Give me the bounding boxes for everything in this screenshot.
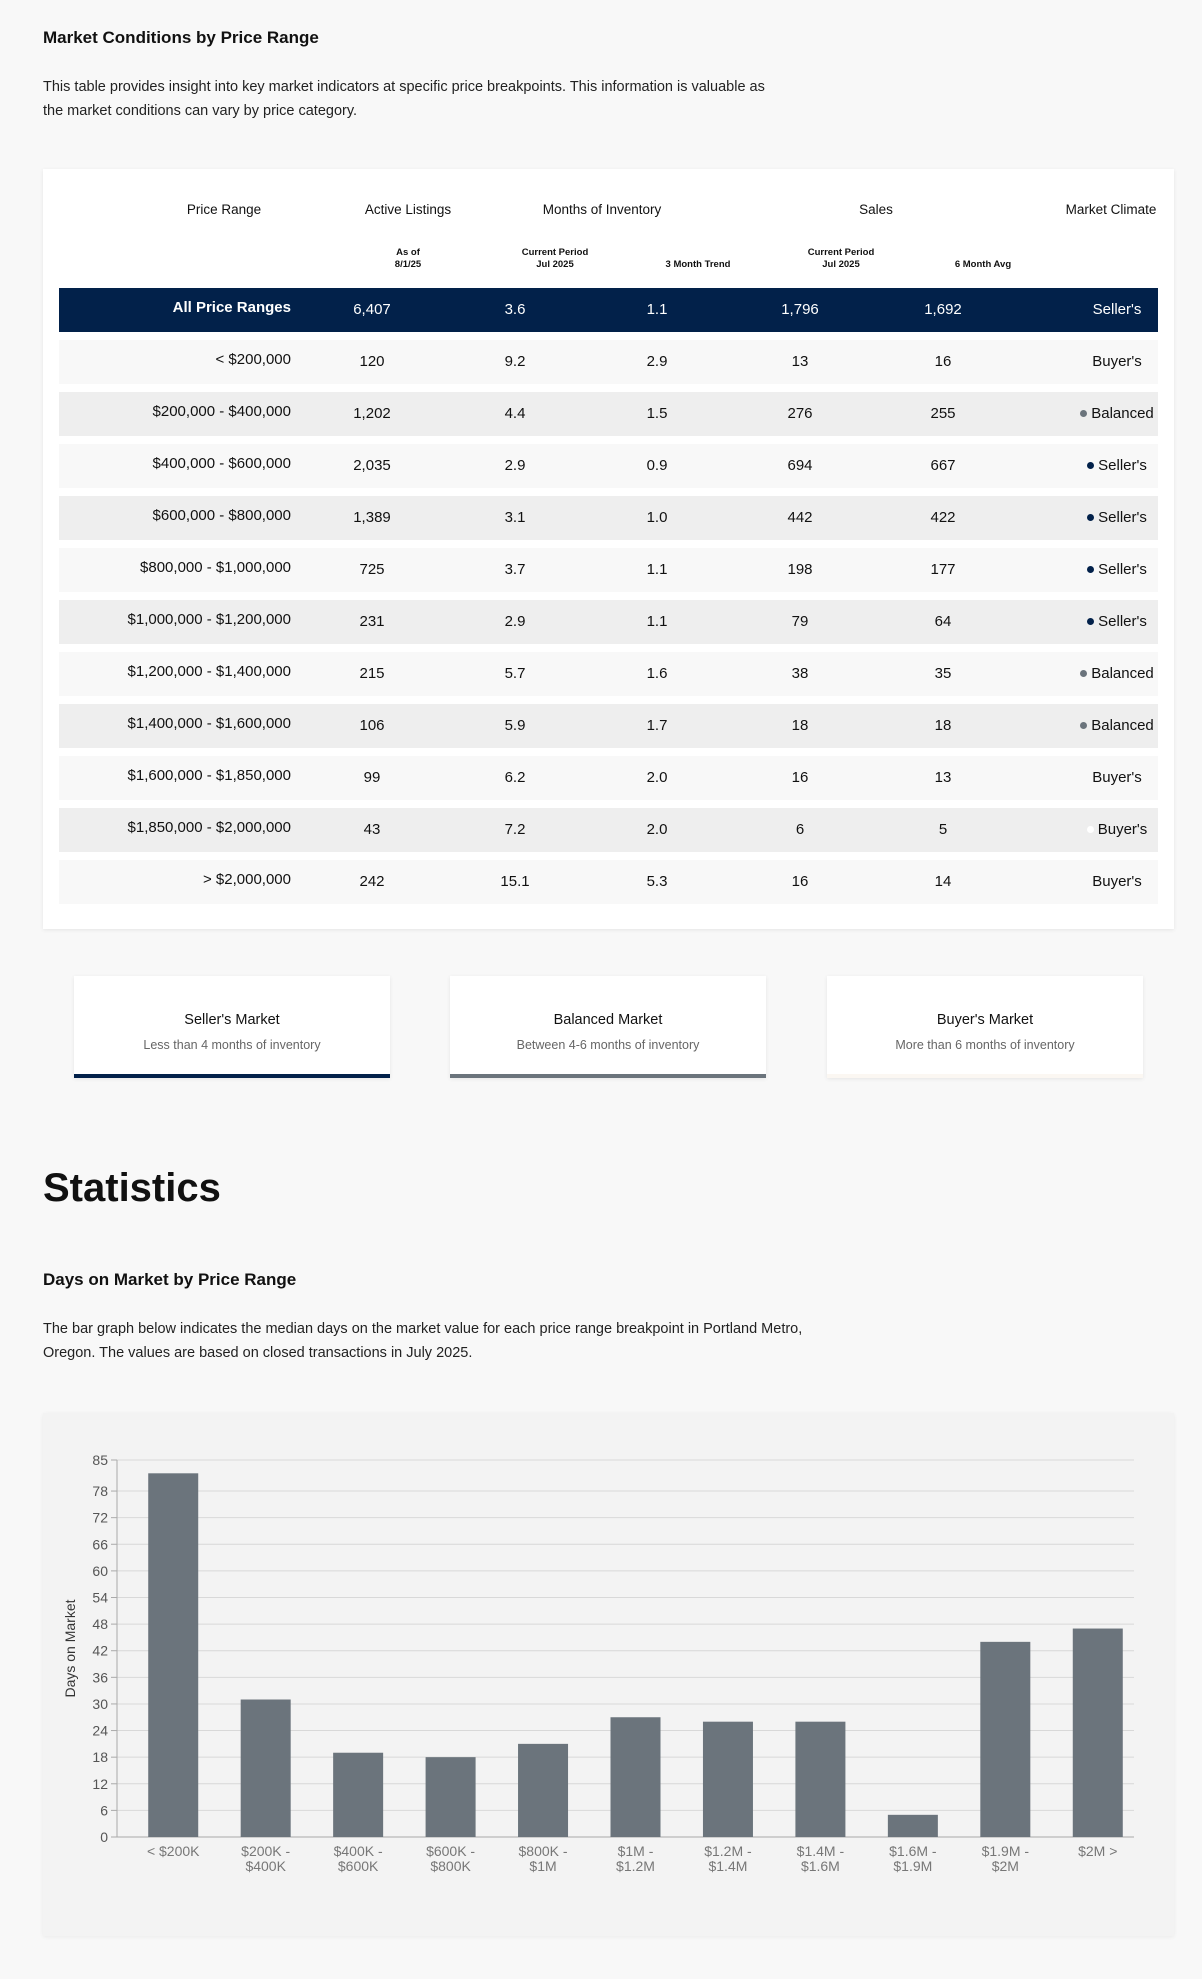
cell-trend: 1.0: [646, 509, 668, 526]
y-tick-label: 6: [100, 1802, 108, 1819]
y-tick-label: 36: [92, 1669, 108, 1686]
x-tick-label: $1.2M: [616, 1858, 655, 1874]
cell-price-range: $600,000 - $800,000: [152, 507, 291, 524]
cell-sales: 6: [795, 821, 805, 838]
x-tick-label: $2M: [991, 1858, 1019, 1874]
climate-label: Buyer's: [1092, 353, 1142, 370]
bar: [1073, 1629, 1123, 1837]
cell-inventory: 2.9: [504, 457, 526, 474]
cell-market-climate: [1037, 808, 1197, 852]
subheader-as-of: [323, 247, 493, 271]
climate-dot-icon: [1087, 618, 1094, 625]
climate-label: Seller's: [1098, 509, 1147, 526]
cell-sales: 16: [791, 873, 809, 890]
x-tick-label: $2M >: [1078, 1843, 1118, 1859]
cell-sales: 38: [791, 665, 809, 682]
cell-listings: 215: [359, 665, 385, 682]
table-row: [59, 392, 1158, 436]
x-tick-label: $1.9M -: [981, 1843, 1030, 1859]
climate-label: Balanced: [1091, 717, 1154, 734]
cell-sales: 79: [791, 613, 809, 630]
cell-listings: 6,407: [353, 301, 391, 318]
cell-inventory: 7.2: [504, 821, 526, 838]
x-tick-label: $800K: [430, 1858, 471, 1874]
header-months-inventory: Months of Inventory: [542, 202, 662, 217]
y-tick-label: 30: [92, 1695, 108, 1712]
x-tick-label: $1.4M -: [796, 1843, 845, 1859]
bar: [795, 1722, 845, 1837]
cell-inventory: 3.6: [504, 301, 526, 318]
cell-sales: 1,796: [781, 301, 819, 318]
dom-title: Days on Market by Price Range: [43, 1270, 297, 1289]
cell-sales: 694: [787, 457, 813, 474]
bar: [980, 1642, 1030, 1837]
cell-listings: 231: [359, 613, 385, 630]
x-tick-label: $1.2M -: [704, 1843, 752, 1859]
cell-market-climate: [1037, 860, 1197, 904]
cell-inventory: 4.4: [504, 405, 526, 422]
cell-market-climate: [1037, 548, 1197, 592]
cell-avg: 667: [930, 457, 956, 474]
market-conditions-description: This table provides insight into key market indicators at specific price breakpoints. This information is valuable as the market conditions can vary by price category.: [43, 79, 765, 119]
climate-label: Buyer's: [1092, 769, 1142, 786]
climate-label: Seller's: [1092, 301, 1142, 318]
legend-buyers-bar: [827, 1074, 1143, 1078]
table-row: [59, 756, 1158, 800]
x-tick-label: $1.6M -: [889, 1843, 937, 1859]
cell-trend: 5.3: [646, 873, 668, 890]
cell-price-range: $1,600,000 - $1,850,000: [127, 767, 291, 784]
climate-label: Seller's: [1098, 613, 1147, 630]
legend-balanced-bar: [450, 1074, 766, 1078]
header-market-climate: Market Climate: [1065, 202, 1157, 217]
statistics-title: Statistics: [43, 1166, 221, 1210]
x-tick-label: $1.6M: [800, 1858, 840, 1874]
climate-dot-icon: [1080, 410, 1087, 417]
cell-inventory: 5.9: [504, 717, 526, 734]
y-tick-label: 42: [92, 1642, 108, 1659]
climate-dot-icon: [1080, 722, 1087, 729]
bar: [426, 1757, 476, 1837]
climate-dot-icon: [1087, 462, 1094, 469]
table-row: [59, 704, 1158, 748]
cell-listings: 725: [359, 561, 385, 578]
climate-label: Buyer's: [1097, 821, 1148, 838]
cell-market-climate: [1037, 340, 1197, 384]
cell-avg: 18: [934, 717, 952, 734]
subheader-current-period-line1: Current Period: [521, 247, 589, 258]
cell-listings: 120: [359, 353, 385, 370]
x-tick-label: $1M -: [617, 1843, 654, 1859]
cell-market-climate: [1037, 652, 1197, 696]
cell-trend: 2.0: [646, 821, 668, 838]
bar: [703, 1722, 753, 1837]
table-row: [59, 340, 1158, 384]
x-tick-label: $1M: [529, 1858, 557, 1874]
cell-trend: 2.0: [646, 769, 668, 786]
cell-avg: 13: [934, 769, 952, 786]
y-tick-label: 72: [92, 1509, 108, 1526]
subheader-sales-current-line2: Jul 2025: [822, 259, 860, 270]
cell-inventory: 3.7: [504, 561, 526, 578]
y-tick-label: 0: [100, 1829, 108, 1845]
cell-price-range: $1,850,000 - $2,000,000: [127, 819, 291, 836]
cell-trend: 1.1: [646, 301, 668, 318]
climate-dot-icon: [1087, 826, 1094, 833]
x-tick-label: $400K: [245, 1858, 286, 1874]
x-tick-label: $1.4M: [708, 1858, 748, 1874]
legend-balanced-subtitle: Between 4-6 months of inventory: [516, 1038, 700, 1052]
cell-market-climate: [1037, 444, 1197, 488]
cell-trend: 0.9: [646, 457, 668, 474]
cell-listings: 106: [359, 717, 385, 734]
cell-avg: 64: [934, 613, 952, 630]
climate-dot-icon: [1087, 566, 1094, 573]
climate-dot-icon: [1087, 514, 1094, 521]
cell-market-climate: [1037, 756, 1197, 800]
bar: [148, 1473, 198, 1837]
cell-inventory: 3.1: [504, 509, 526, 526]
bar: [888, 1815, 938, 1837]
cell-market-climate: [1037, 392, 1197, 436]
x-tick-label: $600K -: [426, 1843, 476, 1859]
cell-trend: 1.1: [646, 561, 668, 578]
cell-listings: 242: [359, 873, 385, 890]
y-tick-label: 66: [92, 1536, 108, 1553]
cell-avg: 5: [938, 821, 948, 838]
x-tick-label: $800K -: [518, 1843, 568, 1859]
legend-sellers-market: [74, 976, 390, 1078]
table-row: [59, 860, 1158, 904]
cell-trend: 1.1: [646, 613, 668, 630]
market-conditions-title: Market Conditions by Price Range: [43, 28, 319, 47]
market-conditions-table: [43, 169, 1174, 929]
cell-inventory: 6.2: [504, 769, 526, 786]
header-active-listings: Active Listings: [364, 202, 452, 217]
legend-sellers-subtitle: Less than 4 months of inventory: [143, 1038, 321, 1052]
y-axis-label: Days on Market: [62, 1599, 78, 1698]
cell-trend: 1.7: [646, 717, 668, 734]
header-sales: Sales: [859, 202, 893, 217]
x-tick-label: $400K -: [333, 1843, 383, 1859]
days-on-market-chart: [43, 1413, 1174, 1936]
cell-sales: 276: [787, 405, 813, 422]
cell-sales: 18: [791, 717, 809, 734]
cell-price-range: $400,000 - $600,000: [152, 455, 291, 472]
climate-label: Balanced: [1091, 665, 1154, 682]
y-tick-label: 78: [92, 1483, 108, 1500]
legend-buyers-title: Buyer's Market: [936, 1012, 1034, 1028]
subheader-as-of-line2: 8/1/25: [394, 259, 422, 270]
cell-avg: 177: [930, 561, 956, 578]
cell-price-range: $1,000,000 - $1,200,000: [127, 611, 291, 628]
cell-price-range: > $2,000,000: [202, 871, 291, 888]
table-row: [59, 652, 1158, 696]
table-row: [59, 496, 1158, 540]
cell-avg: 1,692: [924, 301, 962, 318]
cell-price-range: All Price Ranges: [172, 299, 291, 316]
cell-trend: 1.5: [646, 405, 668, 422]
climate-dot-icon: [1080, 670, 1087, 677]
cell-price-range: $1,200,000 - $1,400,000: [127, 663, 291, 680]
header-price-range: Price Range: [186, 202, 262, 217]
climate-label: Seller's: [1098, 457, 1147, 474]
cell-avg: 35: [934, 665, 952, 682]
table-row: [59, 548, 1158, 592]
cell-sales: 198: [787, 561, 813, 578]
cell-sales: 16: [791, 769, 809, 786]
cell-avg: 422: [930, 509, 956, 526]
climate-label: Buyer's: [1092, 873, 1142, 890]
cell-avg: 14: [934, 873, 952, 890]
legend-buyers-subtitle: More than 6 months of inventory: [895, 1038, 1075, 1052]
legend-sellers-bar: [74, 1074, 390, 1078]
cell-listings: 99: [363, 769, 381, 786]
table-row: [59, 600, 1158, 644]
subheader-6-month-avg: 6 Month Avg: [954, 259, 1012, 270]
subheader-3-month-trend: 3 Month Trend: [665, 259, 731, 270]
y-tick-label: 18: [92, 1749, 108, 1766]
bar: [611, 1717, 661, 1837]
subheader-as-of-line1: As of: [396, 247, 420, 258]
table-row: [59, 808, 1158, 852]
cell-listings: 1,389: [353, 509, 391, 526]
cell-listings: 43: [363, 821, 381, 838]
cell-market-climate: [1037, 288, 1197, 332]
cell-price-range: $1,400,000 - $1,600,000: [127, 715, 291, 732]
legend-balanced-title: Balanced Market: [553, 1012, 663, 1028]
cell-sales: 442: [787, 509, 813, 526]
bar: [333, 1753, 383, 1837]
climate-label: Seller's: [1098, 561, 1147, 578]
cell-listings: 2,035: [353, 457, 391, 474]
legend-buyers-market: [827, 976, 1143, 1078]
table-row-total: [59, 288, 1158, 332]
bar: [518, 1744, 568, 1837]
cell-inventory: 2.9: [504, 613, 526, 630]
cell-avg: 255: [930, 405, 956, 422]
table-row: [59, 444, 1158, 488]
cell-trend: 1.6: [646, 665, 668, 682]
y-tick-label: 48: [92, 1616, 108, 1633]
cell-avg: 16: [934, 353, 952, 370]
x-tick-label: < $200K: [146, 1843, 200, 1859]
cell-inventory: 5.7: [504, 665, 526, 682]
y-tick-label: 60: [92, 1562, 108, 1579]
bar-chart-svg: [43, 1413, 1174, 1936]
cell-inventory: 9.2: [504, 353, 526, 370]
x-tick-label: $1.9M: [893, 1858, 933, 1874]
cell-price-range: $800,000 - $1,000,000: [140, 559, 291, 576]
x-tick-label: $600K: [337, 1858, 379, 1874]
cell-market-climate: [1037, 496, 1197, 540]
cell-price-range: < $200,000: [215, 351, 291, 368]
cell-trend: 2.9: [646, 353, 668, 370]
y-tick-label: 12: [92, 1775, 108, 1792]
cell-price-range: $200,000 - $400,000: [152, 403, 291, 420]
climate-label: Balanced: [1091, 405, 1154, 422]
dom-description: The bar graph below indicates the median days on the market value for each price range breakpoint in Portland Metro, Oregon. The values are based on closed transactions in July 2025.: [43, 1321, 803, 1361]
cell-market-climate: [1037, 600, 1197, 644]
subheader-current-period-line2: Jul 2025: [536, 259, 574, 270]
y-tick-label: 85: [92, 1452, 108, 1468]
legend-balanced-market: [450, 976, 766, 1078]
legend-sellers-title: Seller's Market: [184, 1012, 280, 1028]
cell-sales: 13: [791, 353, 809, 370]
y-tick-label: 54: [92, 1589, 108, 1606]
x-tick-label: $200K -: [241, 1843, 291, 1859]
cell-inventory: 15.1: [500, 873, 530, 890]
subheader-sales-current-line1: Current Period: [807, 247, 875, 258]
y-tick-label: 24: [92, 1722, 108, 1739]
bar: [241, 1700, 291, 1837]
cell-market-climate: [1037, 704, 1197, 748]
cell-listings: 1,202: [353, 405, 391, 422]
